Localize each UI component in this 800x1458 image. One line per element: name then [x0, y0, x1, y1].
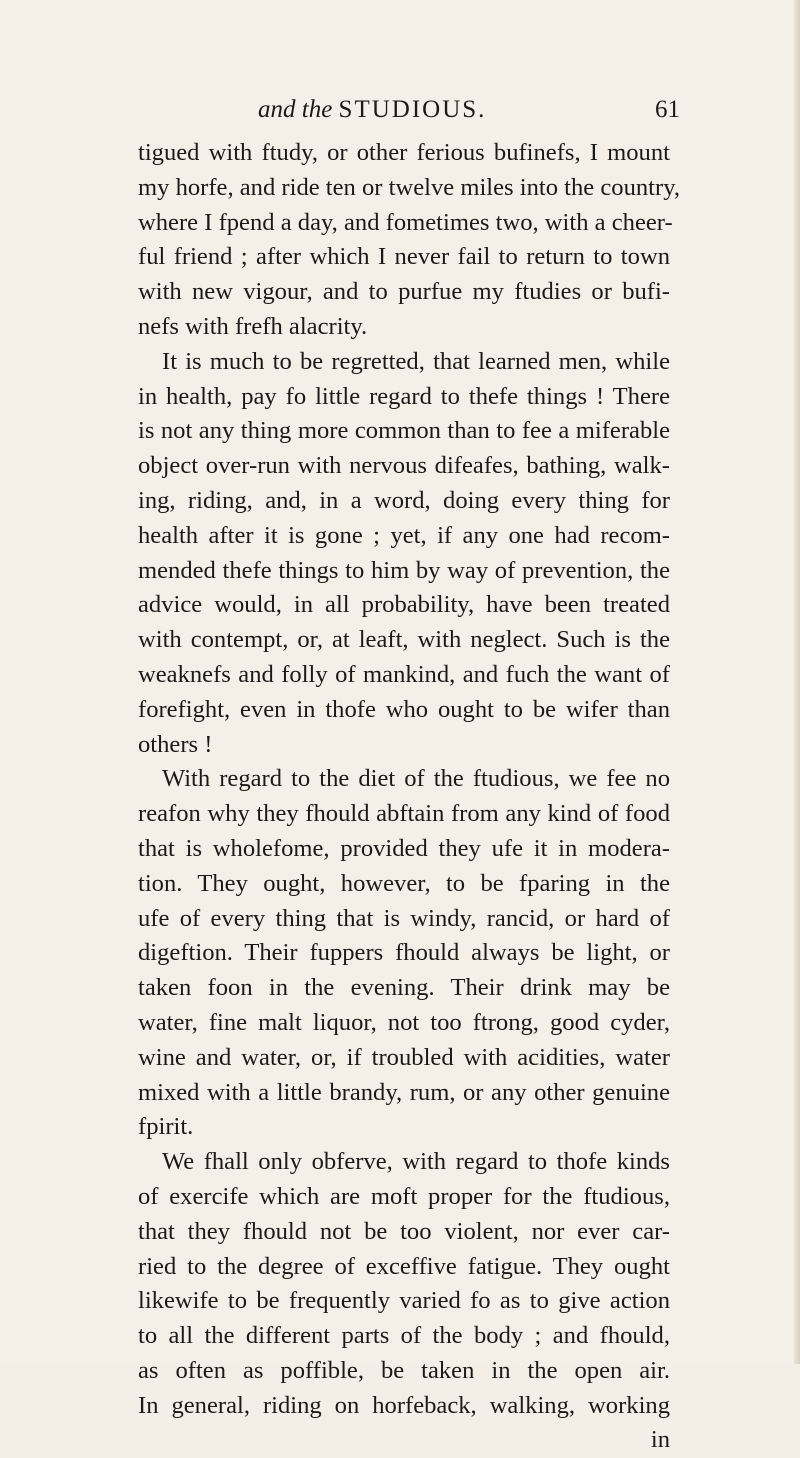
text-line: mixed with a little brandy, rum, or any other genuine — [138, 1078, 670, 1106]
text-line: as often as poffible, be taken in the open air. — [138, 1356, 670, 1384]
text-line: fpirit. — [138, 1113, 194, 1141]
text-line: my horfe, and ride ten or twelve miles into the country, — [138, 173, 681, 201]
page-header — [240, 96, 680, 132]
page-edge-shadow — [794, 0, 800, 1364]
text-line: wine and water, or, if troubled with acidities, water — [138, 1043, 670, 1071]
text-line: with new vigour, and to purfue my ftudies or bufi- — [138, 278, 670, 306]
text-line: It is much to be regretted, that learned men, while — [162, 347, 670, 375]
text-line: of exercife which are moft proper for the ftudious, — [138, 1182, 670, 1210]
text-line: mended thefe things to him by way of prevention, the — [138, 556, 670, 584]
text-line: In general, riding on horfeback, walking, working — [138, 1391, 670, 1419]
text-line: with contempt, or, at leaft, with neglect. Such is the — [138, 626, 670, 654]
text-line: ing, riding, and, in a word, doing every thing for — [138, 486, 670, 514]
text-line: tigued with ftudy, or other ferious bufinefs, I mount — [138, 139, 670, 166]
text-line: is not any thing more common than to fee a miferable — [138, 417, 670, 445]
page-number: 61 — [655, 96, 680, 123]
text-line: We fhall only obferve, with regard to thofe kinds — [162, 1148, 670, 1176]
text-line: digeftion. Their fuppers fhould always be light, or — [138, 939, 670, 967]
text-line: reafon why they fhould abftain from any kind of food — [138, 800, 670, 828]
text-line: With regard to the diet of the ftudious, we fee no — [162, 765, 670, 793]
text-line: forefight, even in thofe who ought to be wifer than — [138, 695, 670, 723]
text-line: ful friend ; after which I never fail to return to town — [138, 243, 670, 271]
text-line: to all the different parts of the body ; and fhould, — [138, 1322, 670, 1350]
text-line: in health, pay fo little regard to thefe things ! There — [138, 382, 670, 410]
text-line: nefs with frefh alacrity. — [138, 312, 368, 340]
text-line: weaknefs and folly of mankind, and fuch the want of — [138, 660, 670, 688]
text-line: object over-run with nervous difeafes, bathing, walk- — [138, 452, 670, 480]
text-line: advice would, in all probability, have been treated — [138, 591, 670, 619]
text-line: taken foon in the evening. Their drink may be — [138, 974, 670, 1002]
running-head-italic: and the — [258, 96, 333, 123]
text-line: that they fhould not be too violent, nor ever car- — [138, 1217, 670, 1245]
text-line: where I fpend a day, and fometimes two, with a cheer- — [138, 208, 673, 236]
text-line: ufe of every thing that is windy, rancid, or hard of — [138, 904, 670, 932]
text-line: ried to the degree of exceffive fatigue. They ought — [138, 1252, 670, 1280]
text-line: likewife to be frequently varied fo as to give action — [138, 1287, 670, 1315]
text-line: others ! — [138, 730, 213, 758]
text-line: health after it is gone ; yet, if any one had recom- — [138, 521, 670, 549]
text-line: that is wholefome, provided they ufe it in modera- — [138, 834, 670, 862]
text-line: tion. They ought, however, to be fparing in the — [138, 869, 670, 897]
running-head — [258, 96, 486, 124]
text-line: water, fine malt liquor, not too ftrong, good cyder, — [138, 1008, 670, 1036]
running-head-caps: STUDIOUS. — [338, 96, 487, 123]
body-text — [138, 136, 681, 1458]
catchword: in — [650, 1426, 670, 1454]
